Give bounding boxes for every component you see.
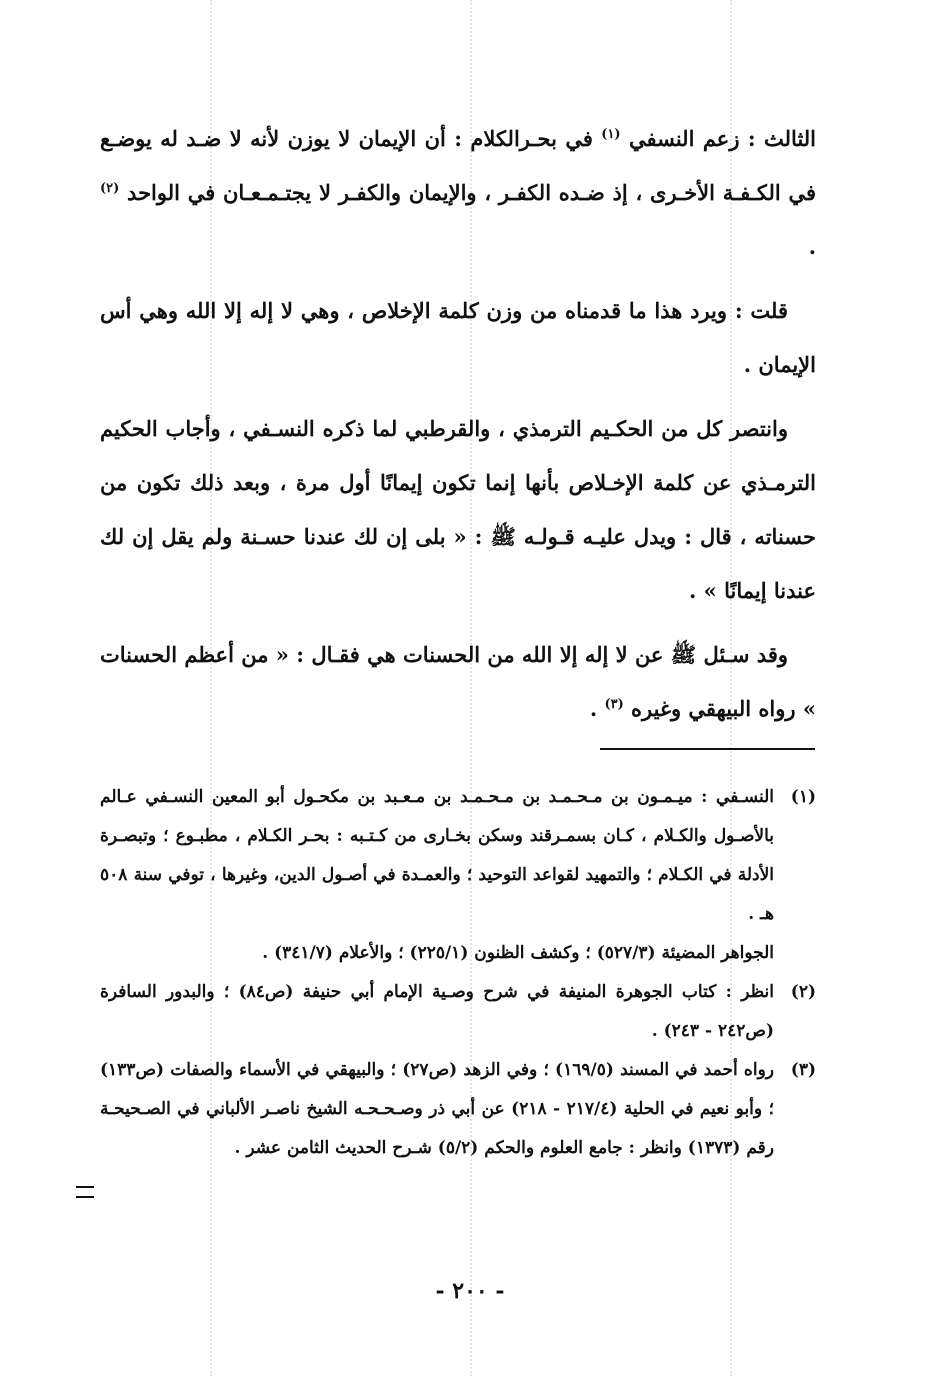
paragraph-2: قلت : ويرد هذا ما قدمناه من وزن كلمة الإخلاص ، وهي لا إله إلا الله وهي أس الإيمان . (100, 298, 816, 377)
paragraph-end: . (589, 696, 598, 721)
footnote-2 (100, 973, 816, 1051)
footnote-1 (100, 778, 816, 973)
margin-mark (76, 1186, 94, 1198)
page-number: - ٢٠٠ - (435, 1278, 505, 1304)
footnote-number: (٣) (790, 1060, 816, 1080)
footnote-3 (100, 1051, 816, 1168)
footnote-text: النسـفي : ميـمـون بن مـحـمـد بن مـحـمـد بن مـعـبد بن مكحـول أبو المعين النسـفي عـالم بالأصـول والكـلام ، كـان بسمـرقند وسكن بخـارى من كـتـبه : بحـر الكـلام ، مطبـوع ؛ وتبصـرة الأدلة في الكـلام ؛ والتمهيد لقواعد التوحيد ؛ والعمـدة في أصـول الدين، وغيرها ، توفي سنة ٥٠٨ هـ . (100, 787, 774, 924)
paragraph-text: وقد سـئل ﷺ عن لا إله إلا الله من الحسنات هي فقـال : « من أعظم الحسنات » رواه البيهقي وغيره (100, 642, 816, 721)
paragraph-lead: الثالث : (747, 126, 817, 151)
paragraph-text: في بحـرالكلام : أن الإيمان لا يوزن لأنه لا ضـد له يوضـع في الكـفـة الأخـرى ، إذ ضـده الكفـر ، والإيمان والكفـر لا يجتـمـعـان في الواحد (100, 126, 816, 205)
footnote-separator (600, 748, 815, 750)
footnotes (100, 778, 816, 1168)
footnote-text: رواه أحمد في المسند (١٦٩/٥) ؛ وفي الزهد (ص٢٧) ؛ والبيهقي في الأسماء والصفات (ص١٣٣) ؛ وأبو نعيم في الحلية (٢١٧/٤ - ٢١٨) عن أبي ذر وصـحـحـه الشيخ ناصـر الألباني في الصـحيحـة رقم (١٣٧٣) وانظر : جامع العلوم والحكم (٥/٢) شـرح الحديث الثامن عشر . (100, 1060, 774, 1158)
footnote-ref[interactable]: (١) (601, 127, 621, 142)
paragraph-1 (100, 112, 816, 274)
footnote-sources: الجواهر المضيئة (٥٢٧/٣) ؛ وكشف الظنون (٢٢٥/١) ؛ والأعلام (٣٤١/٧) . (262, 943, 774, 963)
paragraph-3: وانتصر كل من الحكـيم الترمذي ، والقرطبي لما ذكره النسـفي ، وأجاب الحكيم الترمـذي عن كلمة الإخـلاص بأنها إنما تكون إيمانًا أول مرة ، وبعد ذلك تكون من حسناته ، قال : ويدل عليـه قـولـه ﷺ : « بلى إن لك عندنا حسـنة ولم يقل إن لك عندنا إيمانًا » . (100, 416, 816, 603)
footnote-number: (٢) (790, 982, 816, 1002)
paragraph-4 (100, 628, 816, 736)
footnote-ref[interactable]: (٢) (100, 181, 120, 196)
footnote-ref[interactable]: (٣) (604, 697, 624, 712)
footnote-text: انظر : كتاب الجوهرة المنيفة في شرح وصـية الإمام أبي حنيفة (ص٨٤) ؛ والبدور السافرة (ص٢٤٢ - ٢٤٣) . (100, 982, 774, 1041)
paragraph-text: زعم النسفي (628, 126, 740, 151)
footnote-number: (١) (790, 787, 816, 807)
paragraph-end: . (808, 234, 816, 259)
main-text (100, 112, 816, 746)
